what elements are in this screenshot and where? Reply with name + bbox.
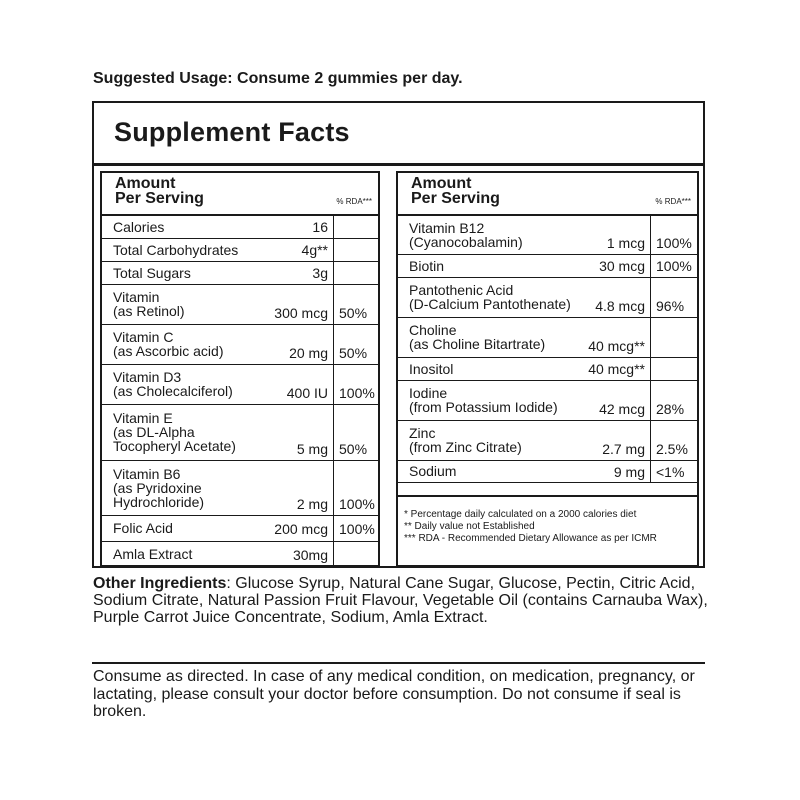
table-row [398,216,697,255]
nutrient-amount: 1 mcg [606,235,645,251]
nutrient-name-line: Inositol [409,360,454,377]
rda-header: % RDA*** [655,197,691,206]
nutrient-amount: 20 mg [289,345,328,361]
nutrient-name-line: Vitamin D3 [113,369,182,385]
nutrient-name [102,461,272,515]
nutrient-name-line: Total Carbohydrates [113,241,239,258]
nutrient-name-line: (Cyanocobalamin) [409,233,523,250]
nutrient-rda: 100% [333,461,378,515]
footnote: ** Daily value not Established [404,521,535,532]
table-row [398,421,697,461]
nutrient-name-line: Hydrochloride) [113,493,205,510]
nutrient-name [102,516,272,541]
left-table-header [102,173,378,216]
nutrient-name [398,278,579,317]
nutrient-name [102,405,272,460]
nutrient-rda: 28% [650,381,697,420]
nutrient-name-line: (from Potassium Iodide) [409,399,558,415]
nutrient-name [102,325,272,364]
table-row [102,285,378,325]
per-serving-label: Per Serving [411,190,500,207]
right-rows [398,216,697,483]
nutrient-name [102,365,272,404]
nutrient-name-line: Zinc [409,425,436,441]
nutrient-name-line: Tocopheryl Acetate) [113,438,236,454]
footnote: *** RDA - Recommended Dietary Allowance as per ICMR [404,533,657,544]
nutrient-rda: 50% [333,285,378,324]
nutrient-name-line: (as Pyridoxine [113,479,202,496]
footnotes [398,495,697,565]
nutrient-name-line: Total Sugars [113,264,191,281]
other-ingredients [93,575,713,626]
nutrient-rda: 96% [650,278,697,317]
table-row [398,278,697,318]
nutrient-name-line: Folic Acid [113,520,173,536]
footnote: * Percentage daily calculated on a 2000 calories diet [404,509,637,520]
nutrient-amount: 5 mg [296,441,328,457]
nutrient-name-line: (as Ascorbic acid) [113,343,224,359]
nutrient-name [398,358,579,380]
amount-per-serving-label [115,176,204,206]
nutrient-name-line: Vitamin C [113,329,174,345]
nutrient-amount: 40 mcg** [588,361,645,377]
right-nutrient-table [396,171,699,567]
nutrient-name [102,285,272,324]
nutrient-amount: 40 mcg** [588,338,645,354]
nutrient-rda: 2.5% [650,421,697,460]
nutrient-amount: 9 mg [613,463,645,480]
supplement-facts-panel [92,101,705,568]
nutrient-rda: 50% [333,325,378,364]
nutrient-rda: 100% [333,365,378,404]
nutrient-rda: 100% [650,216,697,254]
table-row [102,365,378,405]
table-row [102,325,378,365]
nutrient-name-line: Amla Extract [113,546,193,562]
nutrient-name-line: Iodine [409,385,448,401]
nutrient-name-line: (from Zinc Citrate) [409,439,522,455]
nutrient-amount: 4.8 mcg [595,298,645,314]
suggested-usage: Suggested Usage: Consume 2 gummies per day. [93,70,463,87]
nutrient-name-line: (D-Calcium Pantothenate) [409,296,571,312]
nutrient-amount: 30mg [292,546,328,563]
nutrient-rda: 100% [650,255,697,277]
nutrient-name [102,239,272,261]
right-table-header [398,173,697,216]
nutrient-amount: 300 mcg [274,305,328,321]
nutrient-name-line: Vitamin B6 [113,465,181,482]
section-divider [92,662,705,664]
other-ingredients-text: : Glucose Syrup, Natural Cane Sugar, Glucose, Pectin, Citric Acid, Sodium Citrate, Natural Passion Fruit Flavour, Vegetable Oil (contains Carnauba Wax), Purple Carrot Juice Concentrate, Sodium, Amla Extract. [93,575,708,626]
nutrient-name-line: Vitamin E [113,410,173,426]
nutrient-amount: 400 IU [286,385,328,401]
nutrient-rda [333,542,378,567]
per-serving-label: Per Serving [115,190,204,207]
nutrient-rda [650,358,697,380]
other-ingredients-label: Other Ingredients [93,575,227,592]
amount-per-serving-label [411,176,500,206]
amount-label: Amount [411,175,472,192]
nutrient-rda: <1% [650,461,697,482]
nutrient-rda [650,318,697,357]
nutrient-name-line: Sodium [409,463,457,479]
left-rows [102,216,378,567]
nutrient-name [398,216,579,254]
nutrient-name [102,542,272,567]
nutrient-name-line: (as Retinol) [113,303,185,319]
nutrient-name [398,381,579,420]
amount-label: Amount [115,175,176,192]
nutrient-amount: 200 mcg [274,520,328,537]
nutrient-amount: 2 mg [296,496,328,512]
table-row [102,461,378,516]
table-row [102,216,378,239]
nutrient-name [398,421,579,460]
table-row [398,461,697,483]
table-row [398,381,697,421]
nutrient-amount: 42 mcg [599,401,645,417]
left-nutrient-table [100,171,380,567]
nutrient-amount: 16 [312,219,328,235]
table-row [102,262,378,285]
nutrient-name-line: Calories [113,218,165,235]
rda-header: % RDA*** [336,197,372,206]
nutrient-name-line: Vitamin [113,289,160,305]
table-row [398,318,697,358]
table-row [102,239,378,262]
nutrient-amount: 4g** [301,242,328,258]
nutrient-amount: 3g [312,265,328,281]
nutrient-name-line: Choline [409,322,457,338]
nutrient-rda: 50% [333,405,378,460]
consumption-warning: Consume as directed. In case of any medical condition, on medication, pregnancy, or lactating, please consult your doctor before consumption. Do not consume if seal is broken. [93,668,695,720]
nutrient-name-line: (as DL-Alpha [113,424,195,440]
nutrient-name-line: (as Cholecalciferol) [113,383,233,399]
table-row [102,405,378,461]
table-row [398,358,697,381]
nutrient-name [398,255,579,277]
table-row [398,255,697,278]
nutrient-name [102,262,272,284]
nutrient-name-line: Pantothenic Acid [409,282,514,298]
title-divider [94,163,703,166]
panel-title: Supplement Facts [114,117,350,147]
nutrient-name-line: Vitamin B12 [409,219,485,236]
nutrient-name [102,216,272,238]
nutrient-rda [333,239,378,261]
nutrient-amount: 2.7 mg [602,441,645,457]
nutrient-rda [333,262,378,284]
nutrient-name-line: Biotin [409,257,445,274]
nutrient-amount: 30 mcg [599,258,645,274]
nutrient-rda [333,216,378,238]
nutrient-rda: 100% [333,516,378,541]
table-row [102,542,378,567]
nutrient-name [398,461,579,482]
nutrient-name [398,318,579,357]
table-row [102,516,378,542]
nutrient-name-line: (as Choline Bitartrate) [409,336,546,352]
